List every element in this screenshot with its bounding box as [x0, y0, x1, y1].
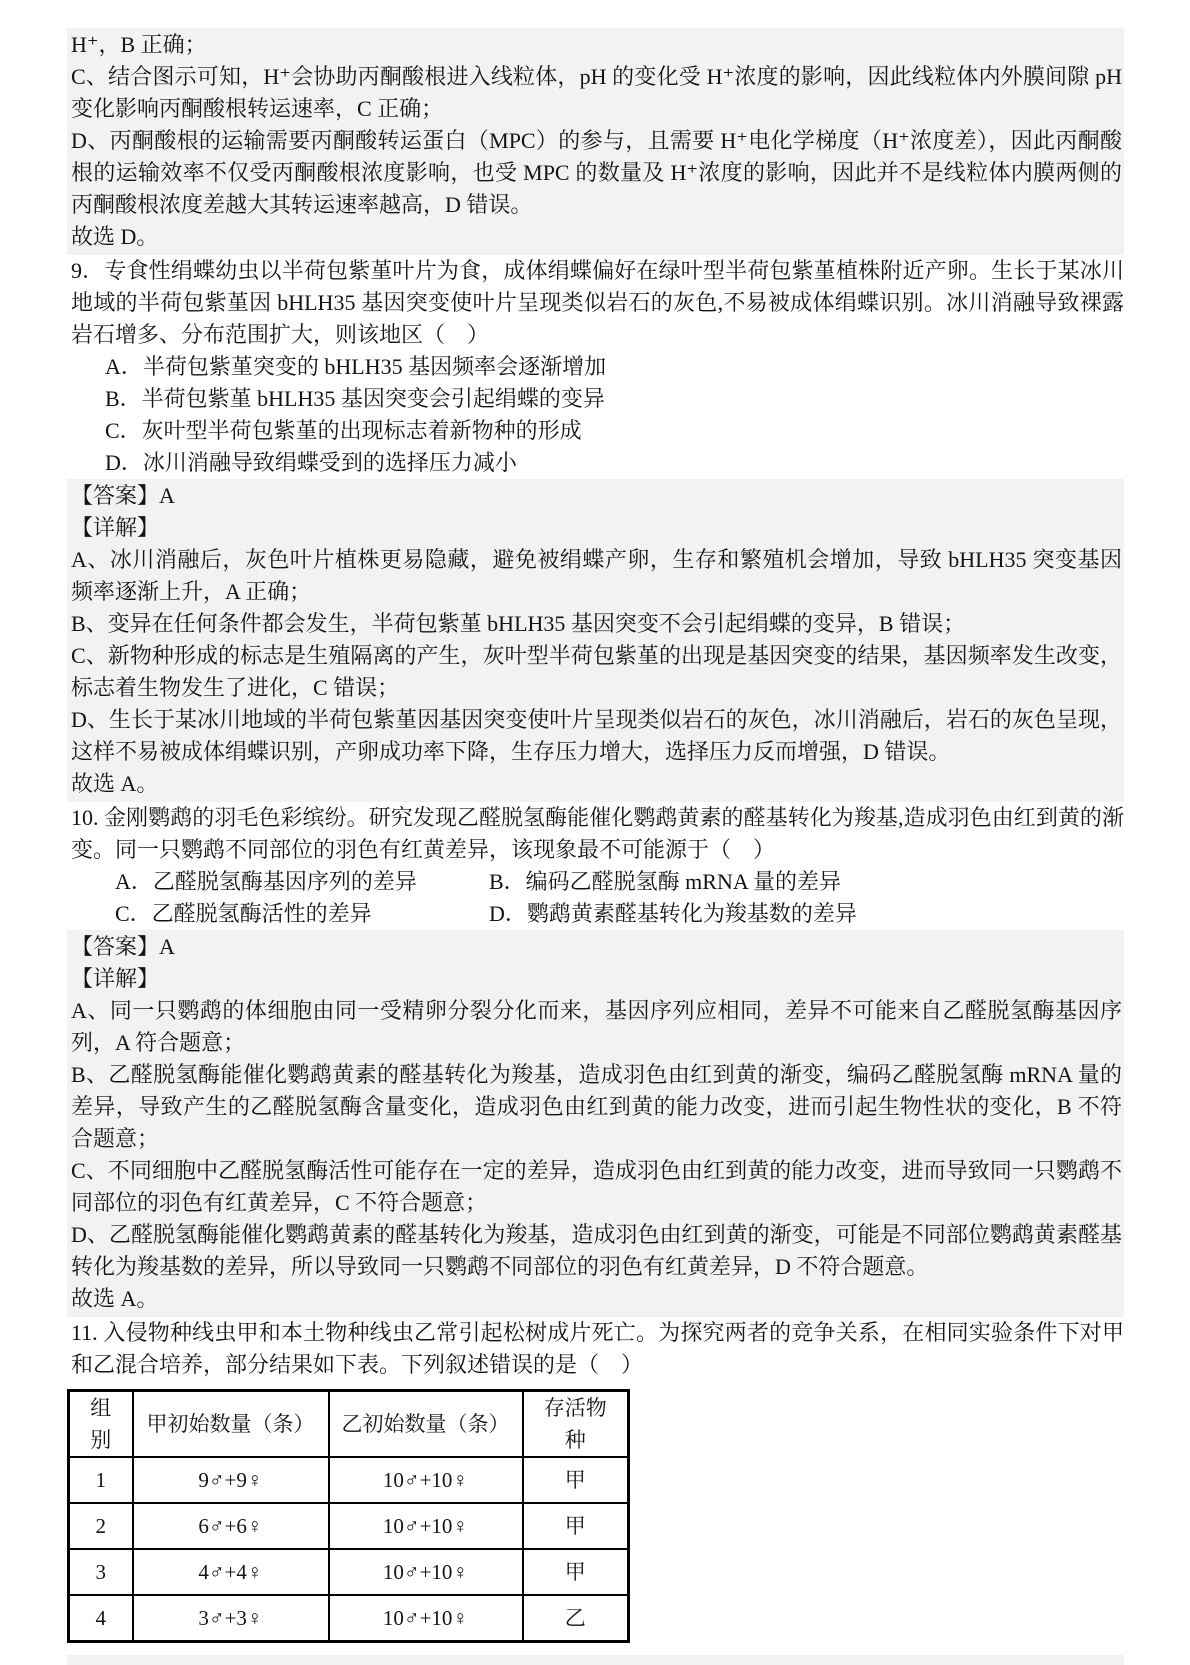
- table-cell: 甲: [523, 1503, 629, 1549]
- question-11: [67, 1317, 1124, 1643]
- answer-line: A、同一只鹦鹉的体细胞由同一受精卵分裂分化而来，基因序列应相同，差异不可能来自乙醛脱氢酶基因序列，A 符合题意；: [71, 998, 1122, 1055]
- table-header-cell: 存活物种: [523, 1391, 629, 1458]
- question-9-option-a: A．半荷包紫堇突变的 bHLH35 基因频率会逐渐增加: [105, 354, 607, 379]
- answer-line: C、不同细胞中乙醛脱氢酶活性可能存在一定的差异，造成羽色由红到黄的能力改变，进而导致同一只鹦鹉不同部位的羽色有红黄差异，C 不符合题意；: [71, 1158, 1122, 1215]
- results-table: [67, 1389, 630, 1643]
- question-stem: 9．专食性绢蝶幼虫以半荷包紫堇叶片为食，成体绢蝶偏好在绿叶型半荷包紫堇植株附近产卵。生长于某冰川地域的半荷包紫堇因 bHLH35 基因突变使叶片呈现类似岩石的灰色,不易被成体绢蝶识别。冰川消融导致裸露岩石增多、分布范围扩大，则该地区（ ）: [71, 258, 1124, 347]
- question-10-options-row-2: [67, 898, 1124, 930]
- question-10-option-d: D．鹦鹉黄素醛基转化为羧基数的差异: [489, 901, 857, 926]
- table-cell: 3♂+3♀: [133, 1595, 329, 1641]
- table-cell: 10♂+10♀: [329, 1595, 523, 1641]
- table-header-row: [69, 1391, 629, 1458]
- table-cell: 甲: [523, 1457, 629, 1503]
- table-row: [69, 1595, 629, 1641]
- answer-block-q8: [67, 28, 1124, 255]
- table-cell: 10♂+10♀: [329, 1503, 523, 1549]
- table-header-cell: 组别: [69, 1391, 133, 1458]
- question-stem: 10. 金刚鹦鹉的羽毛色彩缤纷。研究发现乙醛脱氢酶能催化鹦鹉黄素的醛基转化为羧基,造成羽色由红到黄的渐变。同一只鹦鹉不同部位的羽色有红黄差异，该现象最不可能源于（ ）: [71, 805, 1124, 862]
- answer-label: 【答案】A: [71, 483, 175, 508]
- detail-label: 【详解】: [71, 966, 160, 991]
- answer-line: D、乙醛脱氢酶能催化鹦鹉黄素的醛基转化为羧基，造成羽色由红到黄的渐变，可能是不同部位鹦鹉黄素醛基转化为羧基数的差异，所以导致同一只鹦鹉不同部位的羽色有红黄差异，D 不符合题意。: [71, 1222, 1122, 1279]
- question-10-option-b: B．编码乙醛脱氢酶 mRNA 量的差异: [489, 869, 842, 894]
- next-answer-block-edge: [67, 1655, 1124, 1665]
- table-row: [69, 1457, 629, 1503]
- answer-block-q9: [67, 479, 1124, 802]
- table-cell: 乙: [523, 1595, 629, 1641]
- table-cell: 10♂+10♀: [329, 1457, 523, 1503]
- answer-conclusion: 故选 D。: [71, 224, 159, 249]
- table-row: [69, 1549, 629, 1595]
- table-header-cell: 甲初始数量（条）: [133, 1391, 329, 1458]
- answer-line: C、新物种形成的标志是生殖隔离的产生，灰叶型半荷包紫堇的出现是基因突变的结果，基因频率发生改变，标志着生物发生了进化，C 错误；: [71, 643, 1122, 700]
- table-row: [69, 1503, 629, 1549]
- question-10-option-a: A．乙醛脱氢酶基因序列的差异: [115, 869, 417, 894]
- table-header-cell: 乙初始数量（条）: [329, 1391, 523, 1458]
- question-9-option-b: B．半荷包紫堇 bHLH35 基因突变会引起绢蝶的变异: [105, 386, 605, 411]
- answer-block-q10: [67, 930, 1124, 1317]
- table-cell: 9♂+9♀: [133, 1457, 329, 1503]
- question-10: [67, 802, 1124, 930]
- answer-line: C、结合图示可知，H⁺会协助丙酮酸根进入线粒体，pH 的变化受 H⁺浓度的影响，因此线粒体内外膜间隙 pH 变化影响丙酮酸根转运速率，C 正确；: [71, 64, 1122, 121]
- table-cell: 2: [69, 1503, 133, 1549]
- table-cell: 1: [69, 1457, 133, 1503]
- answer-line: B、变异在任何条件都会发生，半荷包紫堇 bHLH35 基因突变不会引起绢蝶的变异，B 错误；: [71, 611, 966, 636]
- answer-conclusion: 故选 A。: [71, 771, 159, 796]
- table-cell: 4♂+4♀: [133, 1549, 329, 1595]
- table-cell: 甲: [523, 1549, 629, 1595]
- question-10-option-c: C．乙醛脱氢酶活性的差异: [115, 901, 372, 926]
- answer-conclusion: 故选 A。: [71, 1286, 159, 1311]
- question-9-option-c: C．灰叶型半荷包紫堇的出现标志着新物种的形成: [105, 418, 582, 443]
- answer-label: 【答案】A: [71, 934, 175, 959]
- answer-line: A、冰川消融后，灰色叶片植株更易隐藏，避免被绢蝶产卵，生存和繁殖机会增加，导致 bHLH35 突变基因频率逐渐上升，A 正确；: [71, 547, 1122, 604]
- table-cell: 4: [69, 1595, 133, 1641]
- table-cell: 10♂+10♀: [329, 1549, 523, 1595]
- question-9-option-d: D．冰川消融导致绢蝶受到的选择压力减小: [105, 450, 517, 475]
- answer-line: D、丙酮酸根的运输需要丙酮酸转运蛋白（MPC）的参与，且需要 H⁺电化学梯度（H⁺浓度差），因此丙酮酸根的运输效率不仅受丙酮酸根浓度影响，也受 MPC 的数量及 H⁺浓度的影响，因此并不是线粒体内膜两侧的丙酮酸根浓度差越大其转运速率越高，D 错误。: [71, 128, 1122, 217]
- question-9: [67, 255, 1124, 479]
- table-cell: 6♂+6♀: [133, 1503, 329, 1549]
- question-stem: 11. 入侵物种线虫甲和本土物种线虫乙常引起松树成片死亡。为探究两者的竞争关系，在相同实验条件下对甲和乙混合培养，部分结果如下表。下列叙述错误的是（ ）: [71, 1320, 1124, 1377]
- detail-label: 【详解】: [71, 515, 160, 540]
- answer-line: B、乙醛脱氢酶能催化鹦鹉黄素的醛基转化为羧基，造成羽色由红到黄的渐变，编码乙醛脱氢酶 mRNA 量的差异，导致产生的乙醛脱氢酶含量变化，造成羽色由红到黄的能力改变，进而引起生物性状的变化，B 不符合题意；: [71, 1062, 1122, 1151]
- question-10-options-row-1: [67, 866, 1124, 898]
- answer-line: H⁺，B 正确；: [71, 32, 207, 57]
- table-cell: 3: [69, 1549, 133, 1595]
- answer-line: D、生长于某冰川地域的半荷包紫堇因基因突变使叶片呈现类似岩石的灰色，冰川消融后，岩石的灰色呈现，这样不易被成体绢蝶识别，产卵成功率下降，生存压力增大，选择压力反而增强，D 错误。: [71, 707, 1122, 764]
